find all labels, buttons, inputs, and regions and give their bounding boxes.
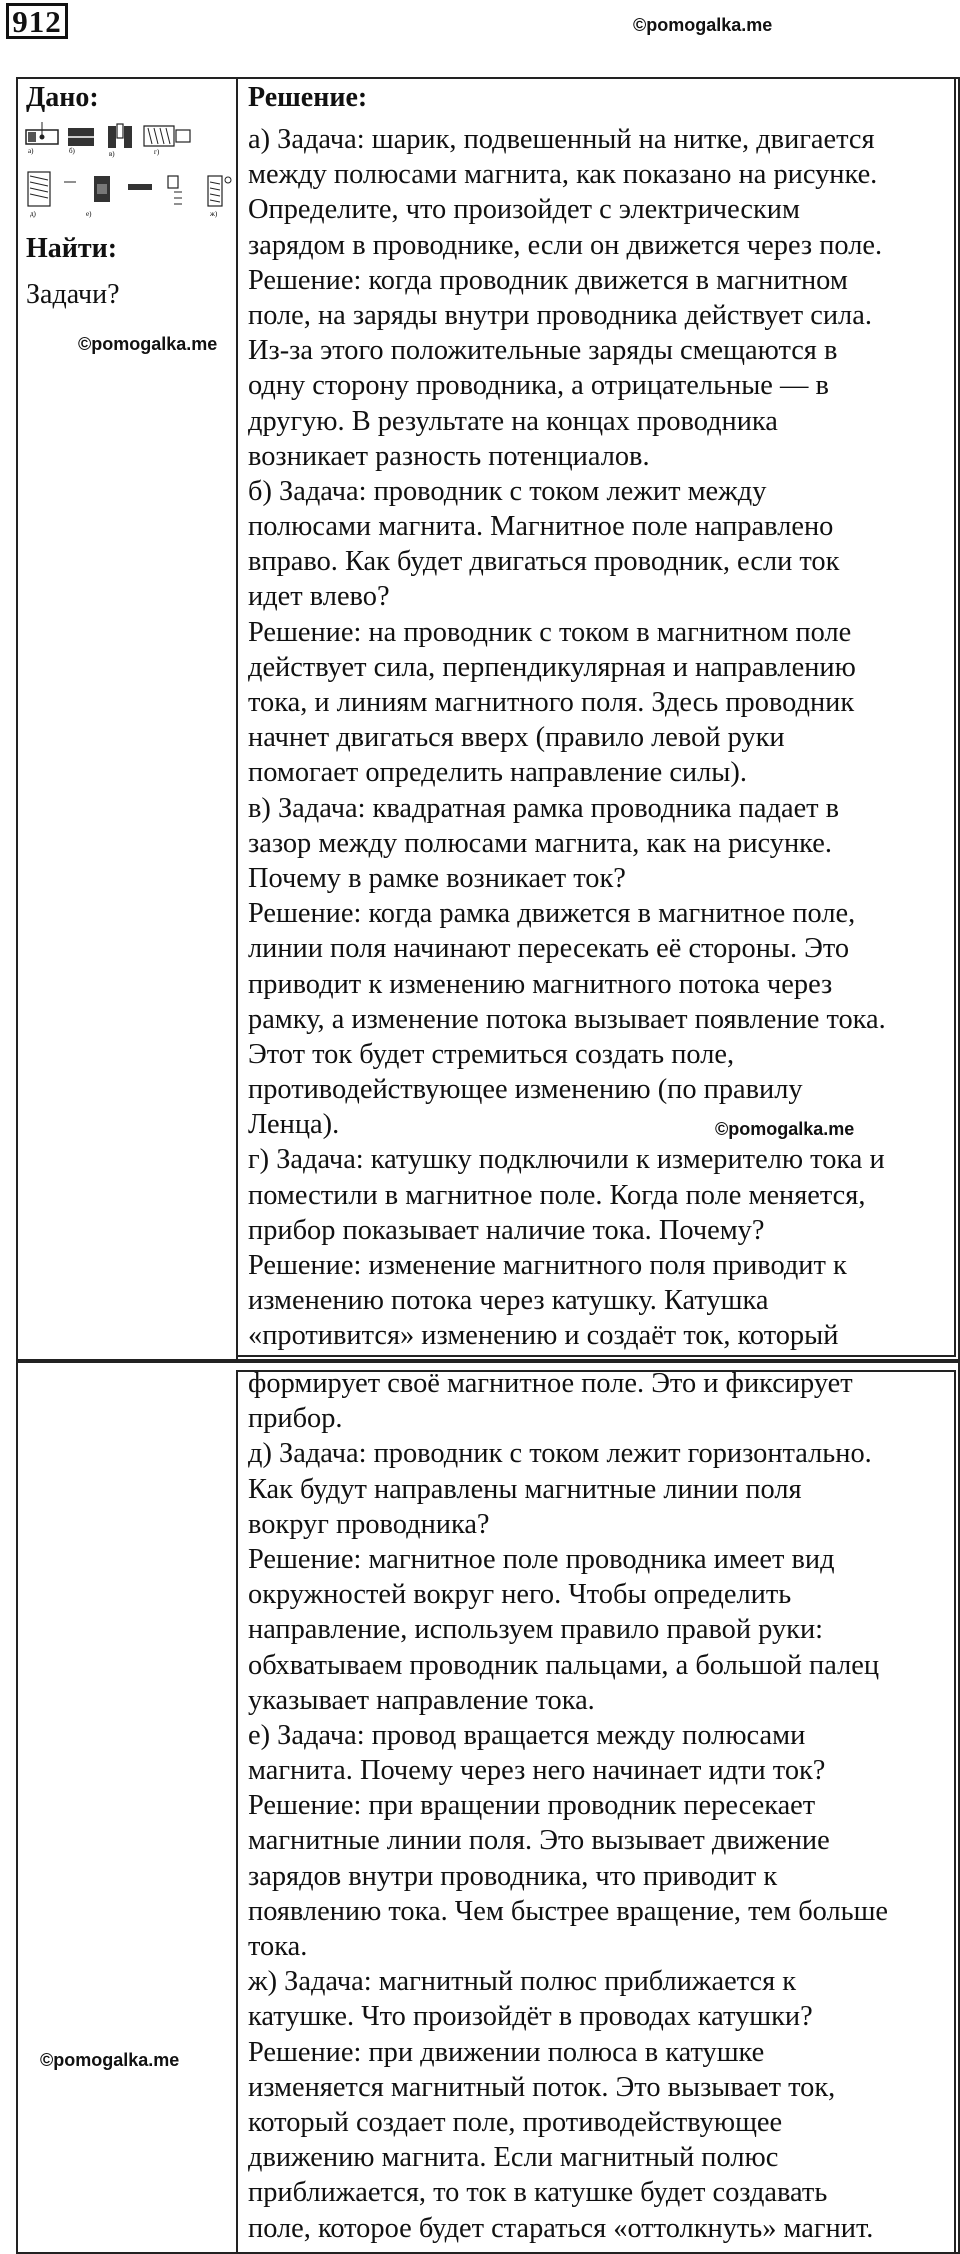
- solution-line: поле, на заряды внутри проводника действует сила.: [248, 299, 872, 331]
- solution-line: линии поля начинают пересекать её стороны. Это: [248, 933, 850, 965]
- solution-line: приближается, то ток в катушке будет создавать: [248, 2177, 828, 2209]
- solution-line: возникает разность потенциалов.: [248, 440, 650, 472]
- figure-f: [64, 176, 110, 218]
- figure-g: [128, 176, 231, 218]
- solution-line: полюсами магнита. Магнитное поле направлено: [248, 511, 834, 543]
- solution-line: направление, используем правило правой руки:: [248, 1614, 824, 1646]
- figure-label: б): [69, 147, 75, 155]
- solution-text-part-1: [248, 122, 886, 1354]
- solution-line: Решение: магнитное поле проводника имеет вид: [248, 1543, 835, 1575]
- solution-line: Как будут направлены магнитные линии поля: [248, 1473, 802, 1505]
- solution-line: катушке. Что произойдёт в проводах катушки?: [248, 2001, 813, 2033]
- solution-line: действует сила, перпендикулярная и направлению: [248, 651, 856, 683]
- solution-line: ж) Задача: магнитный полюс приближается к: [248, 1966, 797, 1998]
- watermark: ©pomogalka.me: [633, 15, 773, 35]
- solution-line: другую. В результате на концах проводника: [248, 405, 778, 437]
- solution-line: начнет двигаться вверх (правило левой руки: [248, 722, 785, 754]
- solution-line: г) Задача: катушку подключили к измерителю тока и: [248, 1144, 885, 1176]
- solution-line: прибор показывает наличие тока. Почему?: [248, 1214, 765, 1246]
- solution-line: указывает направление тока.: [248, 1684, 595, 1716]
- solution-line: тока, и линиям магнитного поля. Здесь проводник: [248, 687, 855, 718]
- solution-heading: Решение:: [248, 82, 368, 113]
- solution-line: зарядов внутри проводника, что приводит к: [248, 1860, 778, 1892]
- solution-line: изменению потока через катушку. Катушка: [248, 1285, 769, 1317]
- solution-line: противодействующее изменению (по правилу: [248, 1074, 803, 1106]
- solution-line: поместили в магнитное поле. Когда поле меняется,: [248, 1179, 866, 1211]
- solution-line: Решение: при движении полюса в катушке: [248, 2036, 765, 2068]
- solution-line: Из-за этого положительные заряды смещаются в: [248, 335, 838, 367]
- figure-a: [26, 122, 58, 155]
- watermark: ©pomogalka.me: [40, 2050, 180, 2070]
- solution-line: одну сторону проводника, а отрицательные — в: [248, 370, 829, 402]
- solution-line: зазор между полюсами магнита, как на рисунке.: [248, 827, 832, 859]
- given-heading: Дано:: [26, 82, 99, 113]
- watermark: ©pomogalka.me: [78, 334, 218, 354]
- watermark: ©pomogalka.me: [715, 1119, 855, 1139]
- figure-label: ж): [210, 210, 218, 218]
- solution-line: идет влево?: [248, 581, 390, 613]
- solution-line: магнита. Почему через него начинает идти ток?: [248, 1755, 826, 1787]
- solution-line: вправо. Как будет двигаться проводник, если ток: [248, 546, 840, 578]
- solution-line: Решение: при вращении проводник пересекает: [248, 1790, 816, 1822]
- solution-line: между полюсами магнита, как показано на рисунке.: [248, 159, 878, 191]
- solution-line: окружностей вокруг него. Чтобы определить: [248, 1579, 792, 1611]
- figure-label: д): [30, 210, 36, 218]
- solution-line: появлению тока. Чем быстрее вращение, тем больше: [248, 1895, 889, 1927]
- solution-line: движению магнита. Если магнитный полюс: [248, 2142, 779, 2174]
- solution-line: е) Задача: провод вращается между полюсами: [248, 1719, 806, 1751]
- solution-line: рамку, а изменение потока вызывает появление тока.: [248, 1003, 886, 1035]
- solution-line: поле, которое будет стараться «оттолкнуть» магнит.: [248, 2212, 874, 2244]
- solution-line: Ленца).: [248, 1109, 340, 1141]
- solution-line: Решение: когда проводник движется в магнитном: [248, 264, 848, 296]
- solution-line: изменяется магнитный поток. Это вызывает ток,: [248, 2071, 836, 2103]
- figure-label: а): [28, 147, 34, 155]
- solution-line: помогает определить направление силы).: [248, 757, 747, 789]
- find-heading: Найти:: [26, 233, 118, 264]
- find-value: Задачи?: [26, 279, 120, 310]
- figure-b: [64, 128, 98, 155]
- solution-line: а) Задача: шарик, подвешенный на нитке, двигается: [248, 124, 875, 155]
- solution-line: Решение: на проводник с током в магнитном поле: [248, 616, 852, 648]
- solution-line: который создает поле, противодействующее: [248, 2106, 783, 2138]
- solution-line: Определите, что произойдет с электрическим: [248, 194, 800, 226]
- solution-line: зарядом в проводнике, если он движется через поле.: [248, 229, 883, 261]
- solution-line: приводит к изменению магнитного потока через: [248, 968, 833, 1000]
- figure-d: [144, 126, 190, 156]
- solution-line: Решение: когда рамка движется в магнитное поле,: [248, 898, 856, 930]
- solution-line: Этот ток будет стремиться создать поле,: [248, 1038, 735, 1070]
- problem-number: 912: [6, 3, 68, 39]
- solution-line: Почему в рамке возникает ток?: [248, 862, 626, 894]
- solution-line: б) Задача: проводник с током лежит между: [248, 475, 767, 507]
- solution-line: в) Задача: квадратная рамка проводника падает в: [248, 792, 840, 824]
- solution-line: формирует своё магнитное поле. Это и фиксирует: [248, 1368, 853, 1399]
- solution-line: тока.: [248, 1931, 308, 1962]
- solution-line: вокруг проводника?: [248, 1508, 490, 1540]
- solution-line: магнитные линии поля. Это вызывает движение: [248, 1825, 830, 1857]
- solution-line: «противится» изменению и создаёт ток, который: [248, 1320, 839, 1352]
- figure-c: [108, 124, 132, 158]
- solution-text-part-2: [248, 1366, 888, 2246]
- solution-line: Решение: изменение магнитного поля приводит к: [248, 1250, 847, 1281]
- figure-e: [28, 172, 50, 218]
- figure-label: г): [154, 148, 160, 156]
- figure-label: е): [86, 210, 92, 218]
- given-figures: [24, 120, 234, 220]
- solution-line: прибор.: [248, 1403, 343, 1435]
- solution-line: обхватываем проводник пальцами, а большой палец: [248, 1649, 880, 1681]
- solution-line: д) Задача: проводник с током лежит горизонтально.: [248, 1438, 872, 1470]
- figure-label: в): [109, 150, 115, 158]
